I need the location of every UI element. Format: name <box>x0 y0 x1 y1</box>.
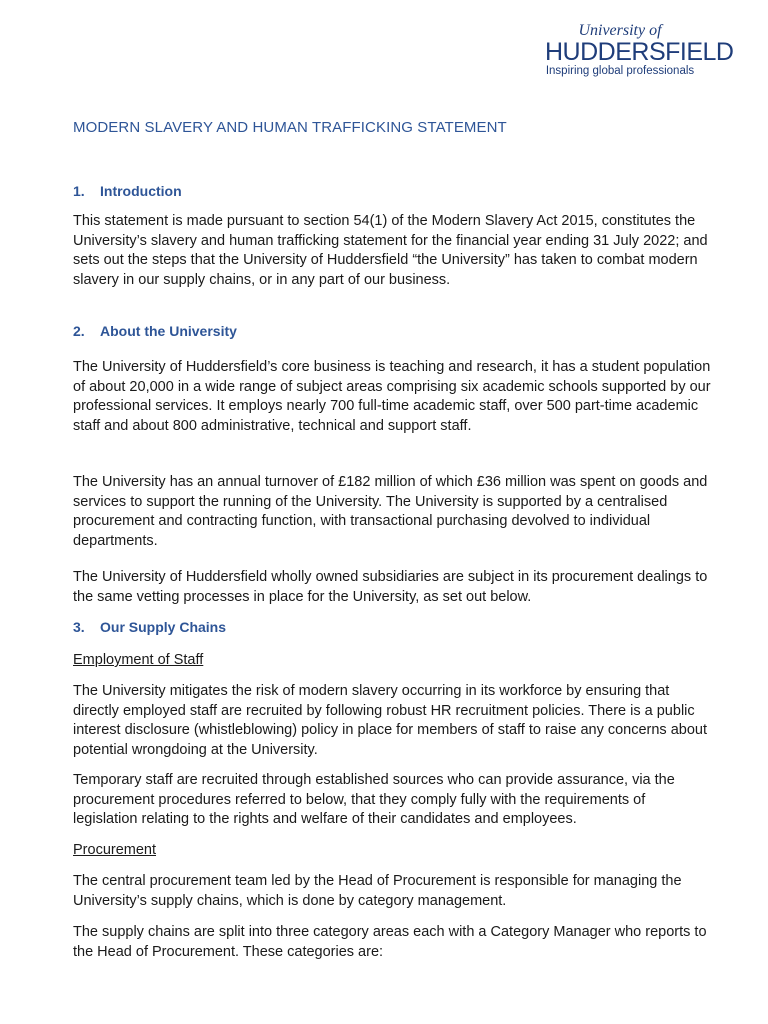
paragraph-category-areas: The supply chains are split into three category areas each with a Category Manager who reports to the Head of Procurement. These categories are: <box>73 924 707 960</box>
section-number: 2. <box>73 323 85 339</box>
paragraph-subsidiaries: The University of Huddersfield wholly owned subsidiaries are subject in its procurement dealings to the same vetting processes in place for the University, as set out below. <box>73 569 708 605</box>
paragraph-procurement-team: The central procurement team led by the Head of Procurement is responsible for managing the University’s supply chains, which is done by category management. <box>73 873 682 909</box>
section-heading-about-the-university <box>73 323 237 339</box>
paragraph-introduction: This statement is made pursuant to section 54(1) of the Modern Slavery Act 2015, constitutes the University’s slavery and human trafficking statement for the financial year ending 31 July 2022; and sets out the steps that the University of Huddersfield “the University” has taken to combat modern slavery in our supply chains, or in any part of our business. <box>73 213 708 288</box>
section-title: About the University <box>100 323 237 339</box>
subheading-procurement: Procurement <box>73 842 157 858</box>
logo-tagline: Inspiring global professionals <box>545 65 695 77</box>
section-number: 1. <box>73 183 85 199</box>
document-title: MODERN SLAVERY AND HUMAN TRAFFICKING STATEMENT <box>73 119 507 136</box>
university-logo <box>545 22 734 78</box>
subheading-employment-of-staff: Employment of Staff <box>73 652 204 668</box>
paragraph-core-business: The University of Huddersfield’s core business is teaching and research, it has a student population of about 20,000 in a wide range of subject areas comprising six academic schools supported by our professional services. It employs nearly 700 full-time academic staff, over 500 part-time academic staff and about 800 administrative, technical and support staff. <box>73 359 711 434</box>
section-number: 3. <box>73 619 85 635</box>
paragraph-temporary-staff: Temporary staff are recruited through established sources who can provide assurance, via the procurement procedures referred to below, that they comply fully with the requirements of legislation relating to the rights and welfare of their candidates and employees. <box>73 772 675 827</box>
logo-line-university-of: University of <box>578 22 662 39</box>
section-title: Our Supply Chains <box>100 619 227 635</box>
paragraph-turnover: The University has an annual turnover of £182 million of which £36 million was spent on goods and services to support the running of the University. The University is supported by a centralised procurement and contracting function, with transactional purchasing devolved to individual departments. <box>73 474 708 549</box>
paragraph-recruitment-policies: The University mitigates the risk of modern slavery occurring in its workforce by ensuring that directly employed staff are recruited by following robust HR recruitment policies. There is a public interest disclosure (whistleblowing) policy in place for members of staff to raise any concerns about potential wrongdoing at the University. <box>73 683 707 758</box>
section-heading-introduction <box>73 183 182 199</box>
section-title: Introduction <box>100 183 182 199</box>
logo-line-huddersfield: HUDDERSFIELD <box>545 38 734 66</box>
section-heading-our-supply-chains <box>73 619 226 635</box>
